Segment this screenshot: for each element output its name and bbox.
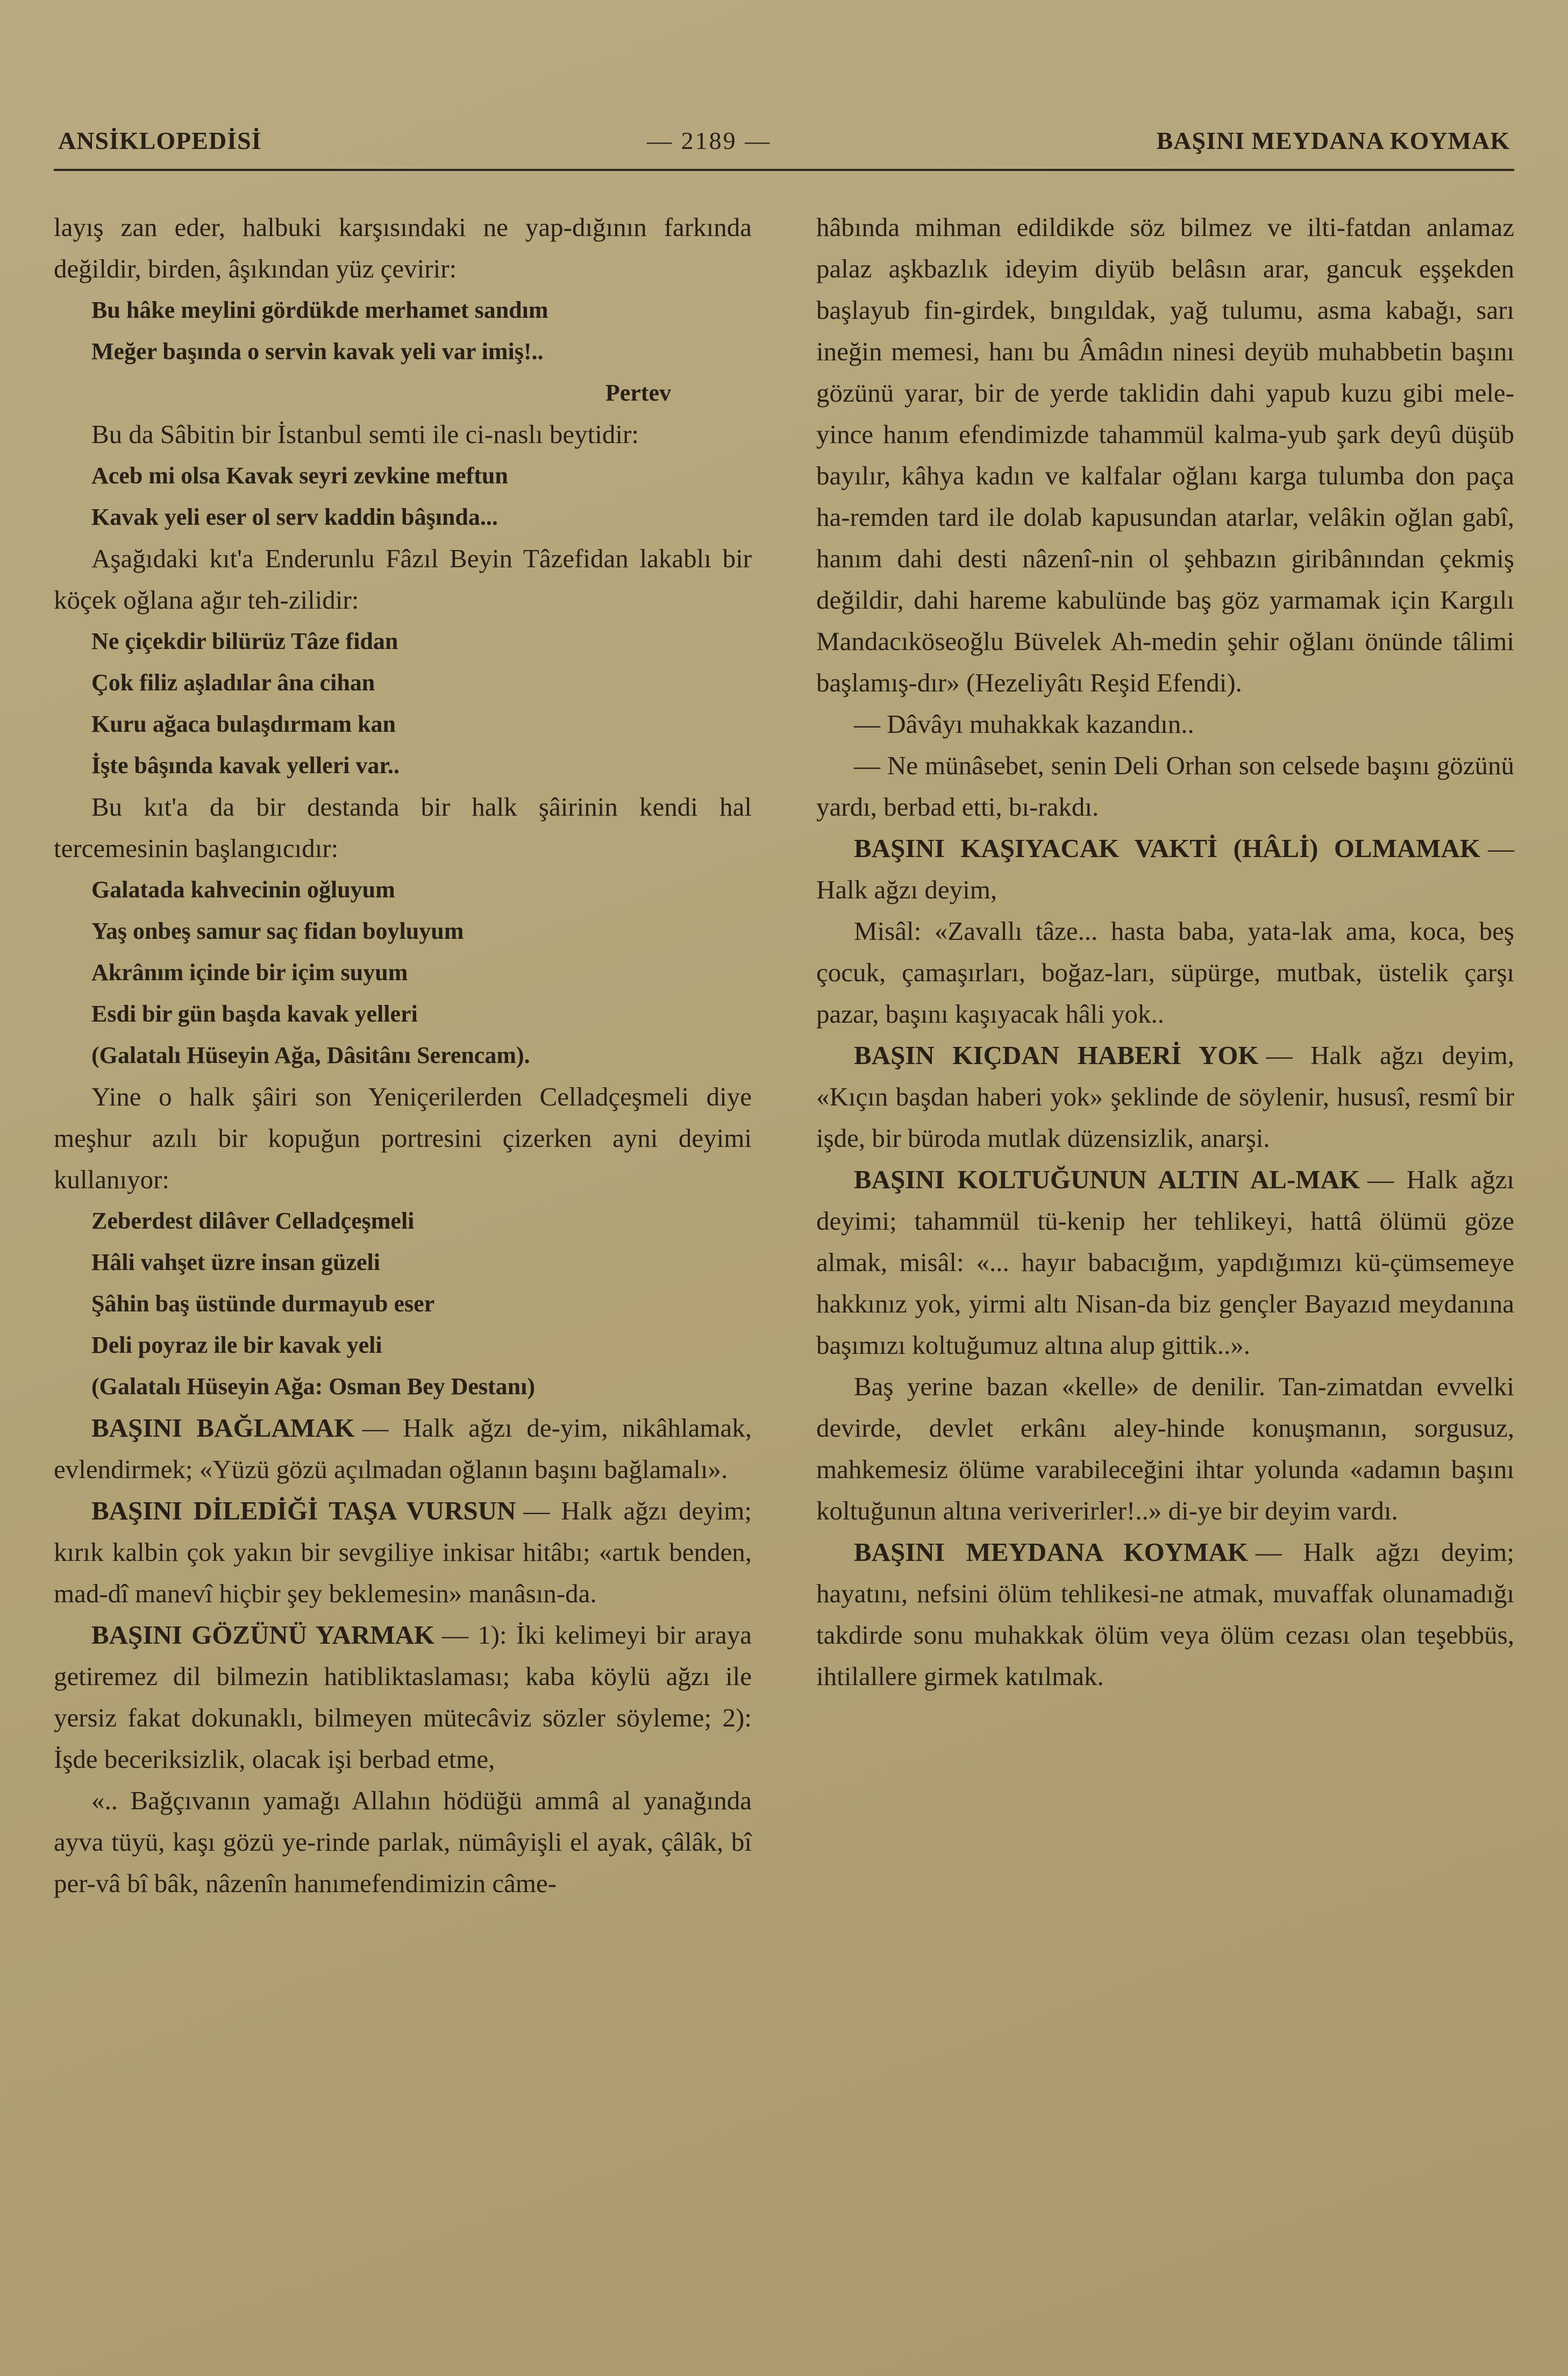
verse-block: [54, 869, 752, 1076]
verse-block: [54, 289, 752, 372]
paragraph: — Dâvâyı muhakkak kazandın..: [854, 709, 1194, 739]
entry-headword: BAŞINI GÖZÜNÜ YARMAK: [91, 1620, 434, 1650]
entry-headword: BAŞINI DİLEDİĞİ TAŞA VURSUN: [91, 1496, 516, 1525]
verse-line: Meğer başında o servin kavak yeli var imiş!..: [91, 338, 544, 365]
entry-definition: — Halk ağzı de-yim, nikâhlamak, evlendirmek; «Yüzü gözü açılmadan oğlanın başını bağlamalı».: [54, 1413, 752, 1484]
entry-definition: — Halk ağzı deyim; kırık kalbin çok yakın bir sevgiliye inkisar hitâbı; «artık benden, mad-dî manevî hiçbir şey beklemesin» manâsın-da.: [54, 1496, 752, 1608]
entry-paragraph: [54, 1614, 752, 1780]
paragraph: Baş yerine bazan «kelle» de denilir. Tan-zimatdan evvelki devirde, devlet erkânı aley-hinde konuşmanın, sorgusuz, mahkemesiz ölüme varabileceğini ihtar yolunda «adamın başını koltuğunun altına veriverirler!..» di-ye bir deyim vardı.: [816, 1372, 1514, 1525]
entry-paragraph: [54, 1407, 752, 1490]
entry-definition: — 1): İki kelimeyi bir araya getiremez dil bilmezin hatibliktaslaması; kaba köylü ağzı ile yersiz fakat dokunaklı, bilmeyen mütecâviz sözler söyleme; 2): İşde beceriksizlik, olacak işi berbad etme,: [54, 1620, 752, 1774]
paragraph: Yine o halk şâiri son Yeniçerilerden Celladçeşmeli diye meşhur azılı bir kopuğun portresini çizerken ayni deyimi kullanıyor:: [54, 1082, 752, 1194]
entry-headword: BAŞINI BAĞLAMAK: [91, 1413, 355, 1443]
verse-line: Akrânım içinde bir içim suyum: [91, 959, 408, 986]
header-running-title: BAŞINI MEYDANA KOYMAK: [1156, 127, 1510, 154]
left-column: [54, 206, 752, 1904]
verse-line: Deli poyraz ile bir kavak yeli: [91, 1332, 382, 1358]
entry-paragraph: [816, 827, 1514, 910]
text-columns: [54, 206, 1514, 1904]
entry-headword: BAŞINI MEYDANA KOYMAK: [854, 1537, 1248, 1567]
page-header: [54, 126, 1514, 169]
header-rule: [54, 169, 1514, 171]
header-page-number: — 2189 —: [647, 127, 772, 154]
entry-definition: — Halk ağzı deyimi; tahammül tü-kenip her tehlikeyi, hattâ ölümü göze almak, misâl: «... hayır babacığım, yapdığımızı kü-çümsemeye hakkınız yok, yirmi altı Nisan-da biz gençler Bayazıd meydanına başımızı koltuğumuz altına alup gittik..».: [816, 1165, 1515, 1360]
verse-line: Zeberdest dilâver Celladçeşmeli: [91, 1208, 415, 1234]
entry-headword: BAŞIN KIÇDAN HABERİ YOK: [854, 1040, 1259, 1070]
verse-line: Şâhin baş üstünde durmayub eser: [91, 1290, 435, 1317]
verse-line: Kuru ağaca bulaşdırmam kan: [91, 711, 396, 737]
paragraph: Aşağıdaki kıt'a Enderunlu Fâzıl Beyin Tâzefidan lakablı bir köçek oğlana ağır teh-zilidir:: [54, 544, 752, 615]
paragraph: Bu kıt'a da bir destanda bir halk şâirinin kendi hal tercemesinin başlangıcıdır:: [54, 792, 752, 863]
paragraph: «.. Bağçıvanın yamağı Allahın hödüğü ammâ al yanağında ayva tüyü, kaşı gözü ye-rinde parlak, nümâyişli el ayak, çâlâk, bî per-vâ bî bâk, nâzenîn hanımefendimizin câme-: [54, 1786, 752, 1898]
verse-line: (Galatalı Hüseyin Ağa: Osman Bey Destanı): [91, 1373, 536, 1400]
entry-definition: — Halk ağzı deyim,: [816, 833, 1514, 904]
verse-block: [54, 455, 752, 538]
paragraph: Bu da Sâbitin bir İstanbul semti ile ci-naslı beytidir:: [91, 419, 639, 449]
entry-definition: — Halk ağzı deyim; hayatını, nefsini ölüm tehlikesi-ne atmak, muvaffak olunamadığı takdirde sonu muhakkak ölüm veya ölüm cezası olan teşebbüs, ihtilallere girmek katılmak.: [816, 1537, 1514, 1691]
entry-paragraph: [54, 1490, 752, 1614]
header-publication-title: ANSİKLOPEDİSİ: [58, 127, 262, 154]
entry-paragraph: [816, 1159, 1514, 1366]
entry-paragraph: [816, 1531, 1514, 1697]
verse-line: Çok filiz aşladılar âna cihan: [91, 669, 375, 696]
verse-attribution: Pertev: [605, 380, 671, 406]
entry-headword: BAŞINI KAŞIYACAK VAKTİ (HÂLİ) OLMAMAK: [854, 833, 1480, 863]
verse-line: Bu hâke meylini gördükde merhamet sandım: [91, 297, 548, 323]
verse-line: Galatada kahvecinin oğluyum: [91, 876, 395, 903]
verse-line: (Galatalı Hüseyin Ağa, Dâsitânı Serencam).: [91, 1042, 530, 1068]
entry-headword: BAŞINI KOLTUĞUNUN ALTIN AL-MAK: [854, 1165, 1360, 1194]
paragraph: Misâl: «Zavallı tâze... hasta baba, yata-lak ama, koca, beş çocuk, çamaşırları, boğaz-ları, süpürge, mutbak, üstelik çarşı pazar, başını kaşıyacak hâli yok..: [816, 916, 1514, 1029]
verse-line: Aceb mi olsa Kavak seyri zevkine meftun: [91, 462, 508, 489]
paragraph: layış zan eder, halbuki karşısındaki ne yap-dığının farkında değildir, birden, âşıkından yüz çevirir:: [54, 212, 752, 283]
right-column: [816, 206, 1514, 1904]
paragraph: hâbında mihman edildikde söz bilmez ve ilti-fatdan anlamaz palaz aşkbazlık ideyim diyüb belâsın arar, gancuk eşşekden başlayub fin-girdek, bıngıldak, yağ tulumu, asma kabağı, sarı ineğin memesi, hanı bu Âmâdın ninesi deyüb muhabbetin başını gözünü yarar, bir de yerde taklidin dahi yapub kuzu gibi mele-yince hanım efendimizde tahammül kalma-yub şark deyû düşüb bayılır, kâhya kadın ve kalfalar oğlanı karga tulumba don paça ha-remden tard ile dolab kapusundan atarlar, velâkin oğlan gabî, hanım dahi desti nâzenî-nin ol şehbazın giribânından çekmiş değildir, dahi hareme kabulünde baş göz yarmamak için Kargılı Mandacıköseoğlu Büvelek Ah-medin şehir oğlanı önünde tâlimi başlamış-dır» (Hezeliyâtı Reşid Efendi).: [816, 212, 1514, 697]
entry-definition: — Halk ağzı deyim, «Kıçın başdan haberi yok» şeklinde de söylenir, hususî, resmî bir işde, bir büroda mutlak düzensizlik, anarşi.: [816, 1040, 1514, 1153]
verse-block: [54, 620, 752, 786]
verse-line: Kavak yeli eser ol serv kaddin bâşında...: [91, 504, 498, 530]
verse-line: Yaş onbeş samur saç fidan boyluyum: [91, 918, 464, 944]
verse-line: Ne çiçekdir bilürüz Tâze fidan: [91, 628, 398, 654]
entry-paragraph: [816, 1034, 1514, 1159]
verse-line: Hâli vahşet üzre insan güzeli: [91, 1249, 380, 1275]
verse-block: [54, 1200, 752, 1407]
paragraph: — Ne münâsebet, senin Deli Orhan son celsede başını gözünü yardı, berbad etti, bı-rakdı.: [816, 751, 1514, 822]
verse-line: İşte bâşında kavak yelleri var..: [91, 752, 400, 779]
verse-line: Esdi bir gün başda kavak yelleri: [91, 1001, 418, 1027]
